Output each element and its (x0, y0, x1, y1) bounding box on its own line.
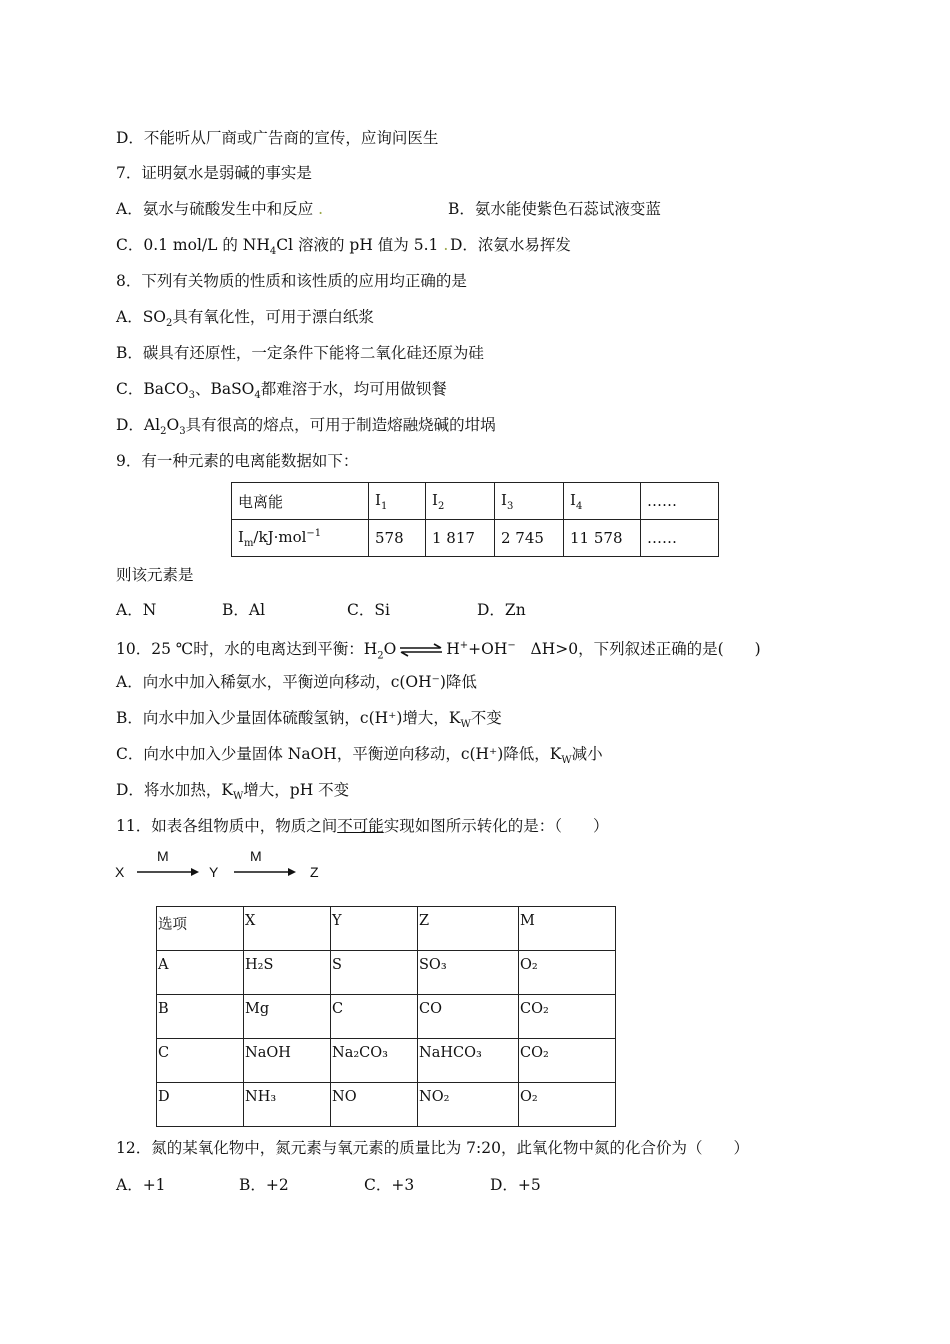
q12-option-d: D．+5 (490, 1176, 541, 1194)
q9-option-d: D．Zn (477, 601, 526, 619)
table-cell: Mg (244, 995, 331, 1039)
table-cell: $I_1$ (369, 483, 426, 520)
q10-option-a: A．向水中加入稀氨水，平衡逆向移动，c(OH⁻)降低 (116, 673, 477, 691)
table-cell: $I_m/kJ\cdot mol^{-1}$ (232, 520, 369, 557)
q11-stem: 11．如表各组物质中，物质之间不可能实现如图所示转化的是：（ ） (116, 817, 609, 835)
table-cell: 2 745 (495, 520, 564, 557)
table-row (232, 483, 719, 520)
table-cell: Na₂CO₃ (331, 1039, 418, 1083)
table-cell: CO (418, 995, 519, 1039)
q12-stem: 12．氮的某氧化物中，氮元素与氧元素的质量比为 7:20，此氧化物中氮的化合价为（ ） (116, 1139, 749, 1157)
table-cell: A (157, 951, 244, 995)
q10-option-c: C．向水中加入少量固体 NaOH，平衡逆向移动，c(H⁺)降低，$K_W$减小 (116, 745, 603, 767)
arrow-right-icon (233, 866, 297, 878)
table-cell: X (244, 907, 331, 951)
table-row (157, 995, 616, 1039)
table-cell: SO₃ (418, 951, 519, 995)
table-row (157, 951, 616, 995)
q12-option-b: B．+2 (239, 1176, 289, 1194)
q8-option-c: C．BaCO$_3$、BaSO$_4$都难溶于水，均可用做钡餐 (116, 380, 447, 402)
equilibrium-arrow-icon (398, 643, 444, 657)
table-cell: $I_4$ (564, 483, 641, 520)
q10-stem: 10．25 ℃时，水的电离达到平衡：$H_2O$ H++OH− ΔH>0，下列叙述正确的是( ) (116, 640, 761, 662)
table-cell: NO (331, 1083, 418, 1127)
table-cell: 选项 (157, 907, 244, 951)
flow-m1: M (157, 848, 169, 864)
q8-option-d: D．$Al_2O_3$具有很高的熔点，可用于制造熔融烧碱的坩埚 (116, 416, 496, 438)
q6-option-d: D．不能听从厂商或广告商的宣传，应询问医生 (116, 129, 439, 147)
q9-follow: 则该元素是 (116, 566, 194, 584)
table-cell: C (331, 995, 418, 1039)
table-cell: O₂ (519, 951, 616, 995)
table-row (157, 1083, 616, 1127)
table-cell: O₂ (519, 1083, 616, 1127)
table-row (157, 907, 616, 951)
flow-m2: M (250, 848, 262, 864)
table-cell: S (331, 951, 418, 995)
q11-options-table (156, 906, 616, 1127)
q8-option-b: B．碳具有还原性，一定条件下能将二氧化硅还原为硅 (116, 344, 484, 362)
table-cell: NH₃ (244, 1083, 331, 1127)
q10-option-b: B．向水中加入少量固体硫酸氢钠，c(H⁺)增大，$K_W$不变 (116, 709, 502, 731)
q7-stem: 7．证明氨水是弱碱的事实是 (116, 164, 312, 182)
table-cell: H₂S (244, 951, 331, 995)
q9-stem: 9．有一种元素的电离能数据如下： (116, 452, 359, 470)
table-cell: M (519, 907, 616, 951)
table-cell: CO₂ (519, 1039, 616, 1083)
table-cell: NO₂ (418, 1083, 519, 1127)
flow-z: Z (310, 864, 319, 880)
q7-option-d: D．浓氨水易挥发 (450, 236, 571, 254)
table-cell: D (157, 1083, 244, 1127)
q12-option-a: A．+1 (116, 1176, 166, 1194)
q8-option-a: A．$SO_2$具有氧化性，可用于漂白纸浆 (116, 308, 374, 330)
table-row (232, 520, 719, 557)
table-cell: Y (331, 907, 418, 951)
table-cell: 电离能 (232, 483, 369, 520)
q8-stem: 8．下列有关物质的性质和该性质的应用均正确的是 (116, 272, 467, 290)
table-cell: NaHCO₃ (418, 1039, 519, 1083)
table-cell: 11 578 (564, 520, 641, 557)
table-cell: 578 (369, 520, 426, 557)
table-cell: Z (418, 907, 519, 951)
table-cell: $I_2$ (426, 483, 495, 520)
table-cell: C (157, 1039, 244, 1083)
table-cell: …… (641, 520, 719, 557)
arrow-right-icon (136, 866, 200, 878)
q7-option-c: C．0.1 mol/L 的 $NH_4Cl$ 溶液的 pH 值为 5.1 . (116, 236, 449, 258)
table-row (157, 1039, 616, 1083)
q9-option-c: C．Si (347, 601, 390, 619)
table-cell: …… (641, 483, 719, 520)
q10-option-d: D．将水加热，$K_W$增大，pH 不变 (116, 781, 350, 803)
table-cell: CO₂ (519, 995, 616, 1039)
flow-x: X (115, 864, 125, 880)
table-cell: NaOH (244, 1039, 331, 1083)
table-cell: $I_3$ (495, 483, 564, 520)
table-cell: B (157, 995, 244, 1039)
ionization-energy-table (231, 482, 719, 557)
table-cell: 1 817 (426, 520, 495, 557)
q12-option-c: C．+3 (364, 1176, 415, 1194)
q7-option-b: B．氨水能使紫色石蕊试液变蓝 (448, 200, 661, 218)
q9-option-b: B．Al (222, 601, 266, 619)
q7-option-a: A．氨水与硫酸发生中和反应 . (116, 200, 324, 218)
q9-option-a: A．N (116, 601, 157, 619)
flow-y: Y (209, 864, 219, 880)
